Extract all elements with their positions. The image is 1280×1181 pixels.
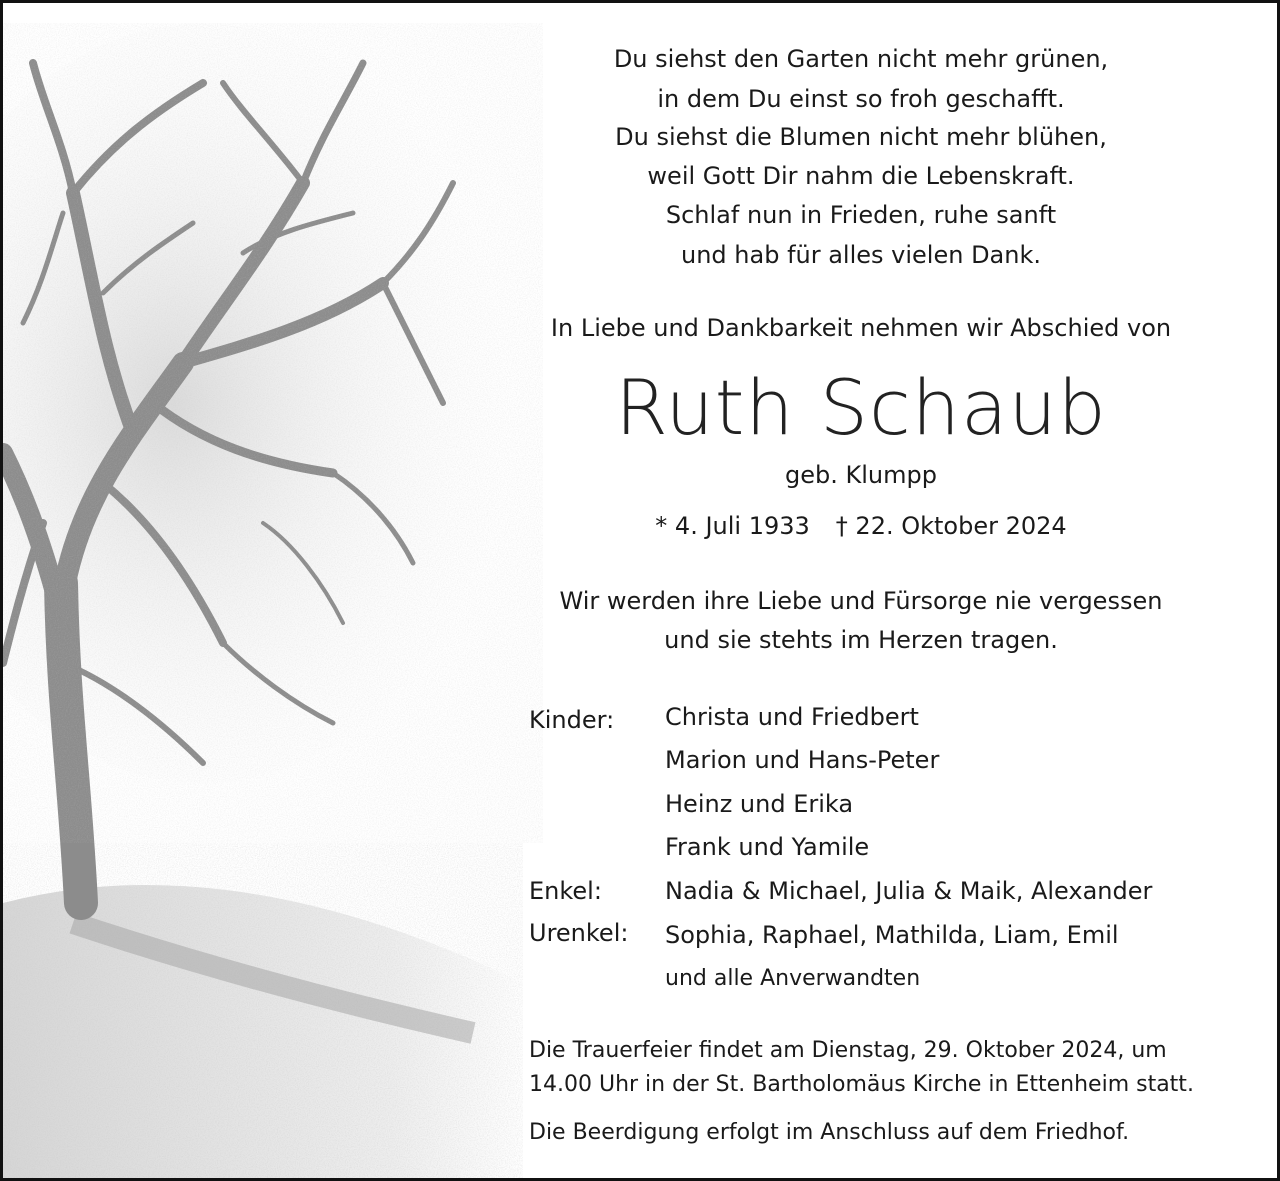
birth-name: geb. Klumpp: [785, 461, 937, 489]
birth-date: * 4. Juli 1933: [655, 512, 810, 540]
family-member: Frank und Yamile: [665, 833, 870, 861]
family-member: Christa und Friedbert: [665, 703, 919, 731]
poem-line: Schlaf nun in Frieden, ruhe sanft: [665, 201, 1057, 229]
poem-line: Du siehst die Blumen nicht mehr blühen,: [615, 123, 1107, 151]
service-notice: 14.00 Uhr in der St. Bartholomäus Kirche in Ettenheim statt.: [529, 1072, 1194, 1097]
service-notice: Die Trauerfeier findet am Dienstag, 29. Oktober 2024, um: [529, 1038, 1167, 1063]
great-grandchildren-names: Sophia, Raphael, Mathilda, Liam, Emil: [665, 921, 1119, 949]
remembrance-line: und sie stehts im Herzen tragen.: [664, 626, 1058, 654]
relatives-line: und alle Anverwandten: [665, 966, 921, 991]
family-member: Marion und Hans-Peter: [665, 746, 940, 774]
poem-line: und hab für alles vielen Dank.: [681, 241, 1041, 269]
poem-line: weil Gott Dir nahm die Lebenskraft.: [647, 162, 1075, 190]
tree-illustration: [3, 23, 543, 1178]
remembrance-line: Wir werden ihre Liebe und Fürsorge nie vergessen: [559, 587, 1163, 615]
grandchildren-names: Nadia & Michael, Julia & Maik, Alexander: [665, 877, 1153, 905]
deceased-name: Ruth Schaub: [615, 363, 1107, 452]
children-label: Kinder:: [529, 706, 615, 734]
great-grandchildren-label: Urenkel:: [529, 919, 629, 947]
family-member: Heinz und Erika: [665, 790, 854, 818]
life-dates: [521, 512, 1201, 540]
farewell-intro: In Liebe und Dankbarkeit nehmen wir Abschied von: [550, 314, 1172, 342]
poem-line: in dem Du einst so froh geschafft.: [657, 85, 1065, 113]
grandchildren-label: Enkel:: [529, 877, 602, 905]
death-date: † 22. Oktober 2024: [835, 512, 1067, 540]
burial-notice: Die Beerdigung erfolgt im Anschluss auf dem Friedhof.: [529, 1120, 1130, 1145]
poem-line: Du siehst den Garten nicht mehr grünen,: [613, 45, 1109, 73]
